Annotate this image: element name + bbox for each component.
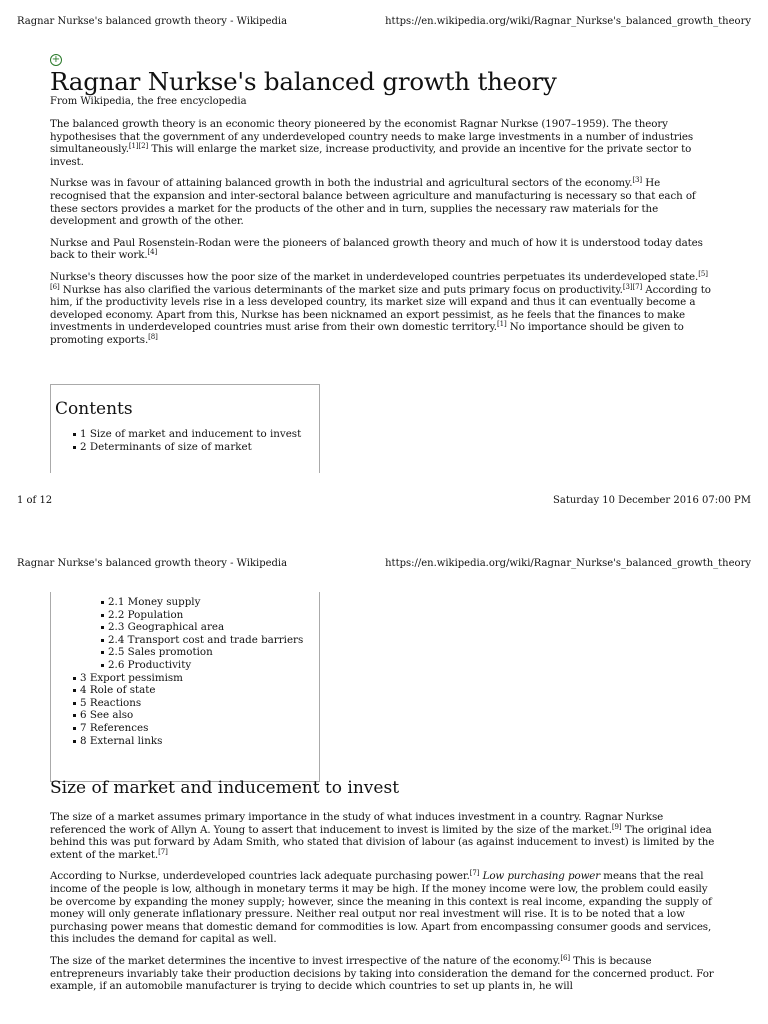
toc-title: Contents [55, 399, 133, 419]
page-header-url[interactable]: https://en.wikipedia.org/wiki/Ragnar_Nurkse's_balanced_growth_theory [385, 558, 751, 569]
toc-item[interactable]: 4 Role of state [55, 684, 319, 697]
page-number: 1 of 12 [17, 495, 53, 506]
citation-link[interactable]: [7] [158, 847, 168, 856]
section-size-of-market [50, 778, 715, 1002]
page-subtitle: From Wikipedia, the free encyclopedia [50, 96, 247, 107]
print-timestamp: Saturday 10 December 2016 07:00 PM [553, 495, 751, 506]
page-title: Ragnar Nurkse's balanced growth theory [50, 67, 557, 96]
intro-paragraph-1: The balanced growth theory is an economic theory pioneered by the economist Ragnar Nurkse (1907–1959). The theory hypothesises that the government of any underdeveloped country needs to make large investments in a number of industries simultaneously.[1][2] This will enlarge the market size, increase productivity, and provide an incentive for the private sector to invest. [50, 118, 694, 168]
citation-link[interactable]: [1] [496, 320, 507, 329]
section-paragraph-3: The size of the market determines the incentive to invest irrespective of the nature of the economy.[6] This is because entrepreneurs invariably take their production decisions by taking into consideration the demand for the concerned product. For example, if an automobile manufacturer is trying to decide which countries to set up plants in, he will [50, 953, 714, 993]
table-of-contents-continued [50, 592, 320, 782]
intro-paragraph-3: Nurkse and Paul Rosenstein-Rodan were the pioneers of balanced growth theory and much of how it is understood today dates back to their work.[4] [50, 236, 703, 262]
citation-link[interactable]: [8] [148, 332, 158, 341]
citation-link[interactable]: [7] [469, 869, 480, 878]
citation-link[interactable]: [5][6] [50, 269, 708, 291]
toc-subitem[interactable]: 2.5 Sales promotion [55, 646, 319, 659]
toc-item[interactable]: 2 Determinants of size of market [55, 441, 319, 454]
section-paragraph-1: The size of a market assumes primary importance in the study of what induces investment in a country. Ragnar Nurkse referenced the work of Allyn A. Young to assert that inducement to invest is limited by the size of the market.[9] The original idea behind this was put forward by Adam Smith, who stated that division of labour (as against inducement to invest) is limited by the extent of the market.[7] [50, 811, 715, 861]
page-header-title: Ragnar Nurkse's balanced growth theory - Wikipedia [17, 558, 288, 569]
toc-subitem[interactable]: 2.3 Geographical area [55, 621, 319, 634]
article-body [50, 54, 715, 356]
table-of-contents [50, 384, 320, 473]
intro-paragraph-4: Nurkse's theory discusses how the poor size of the market in underdeveloped countries perpetuates its underdeveloped state.[5][6] Nurkse has also clarified the various determinants of the market size and puts primary focus on productivity.[3][7] According to him, if the productivity levels rise in a less developed country, its market size will expand and thus it can eventually become a developed economy. Apart from this, Nurkse has been nicknamed an export pessimist, as he feels that the finances to make investments in underdeveloped countries must arise from their own domestic territory.[1] No importance should be given to promoting exports.[8] [50, 269, 711, 346]
citation-link[interactable]: [1][2] [128, 142, 149, 151]
citation-link[interactable]: [3] [632, 176, 643, 185]
toc-subitem[interactable]: 2.1 Money supply [55, 596, 319, 609]
page-separator [0, 520, 768, 548]
pdf-page-2 [0, 548, 768, 1024]
section-paragraph-2: According to Nurkse, underdeveloped countries lack adequate purchasing power.[7] Low purchasing power means that the real income of the people is low, although in monetary terms it may be high. If the money income were low, the problem could easily be overcome by expanding the money supply; however, since the meaning in this context is real income, expanding the supply of money will only generate inflationary pressure. Neither real output nor real investment will rise. It is to be noted that a low purchasing power means that domestic demand for commodities is low. Apart from encompassing consumer goods and services, this includes the demand for capital as well. [50, 869, 712, 946]
toc-item[interactable]: 5 Reactions [55, 697, 319, 710]
citation-link[interactable]: [3][7] [622, 282, 643, 291]
page-header-url[interactable]: https://en.wikipedia.org/wiki/Ragnar_Nurkse's_balanced_growth_theory [385, 16, 751, 27]
toc-item[interactable]: 3 Export pessimism [55, 672, 319, 685]
toc-item[interactable]: 8 External links [55, 735, 319, 748]
toc-item[interactable]: 7 References [55, 722, 319, 735]
intro-paragraph-2: Nurkse was in favour of attaining balanced growth in both the industrial and agricultural sectors of the economy.[3] He recognised that the expansion and inter-sectoral balance between agriculture and manufacturing is necessary so that each of these sectors provides a market for the products of the other and in turn, supplies the necessary raw materials for the development and growth of the other. [50, 176, 696, 228]
citation-link[interactable]: [4] [147, 248, 158, 257]
page-header-title: Ragnar Nurkse's balanced growth theory - Wikipedia [17, 16, 288, 27]
citation-link[interactable]: [9] [611, 822, 622, 831]
toc-item[interactable]: 1 Size of market and inducement to invest [55, 428, 319, 441]
section-heading: Size of market and inducement to invest [50, 778, 400, 798]
expand-plus-icon[interactable]: + [51, 54, 61, 65]
toc-item[interactable]: 6 See also [55, 709, 319, 722]
toc-subitem[interactable]: 2.2 Population [55, 609, 319, 622]
toc-subitem[interactable]: 2.4 Transport cost and trade barriers [55, 634, 319, 647]
citation-link[interactable]: [6] [560, 953, 570, 962]
toc-subitem[interactable]: 2.6 Productivity [55, 659, 319, 672]
